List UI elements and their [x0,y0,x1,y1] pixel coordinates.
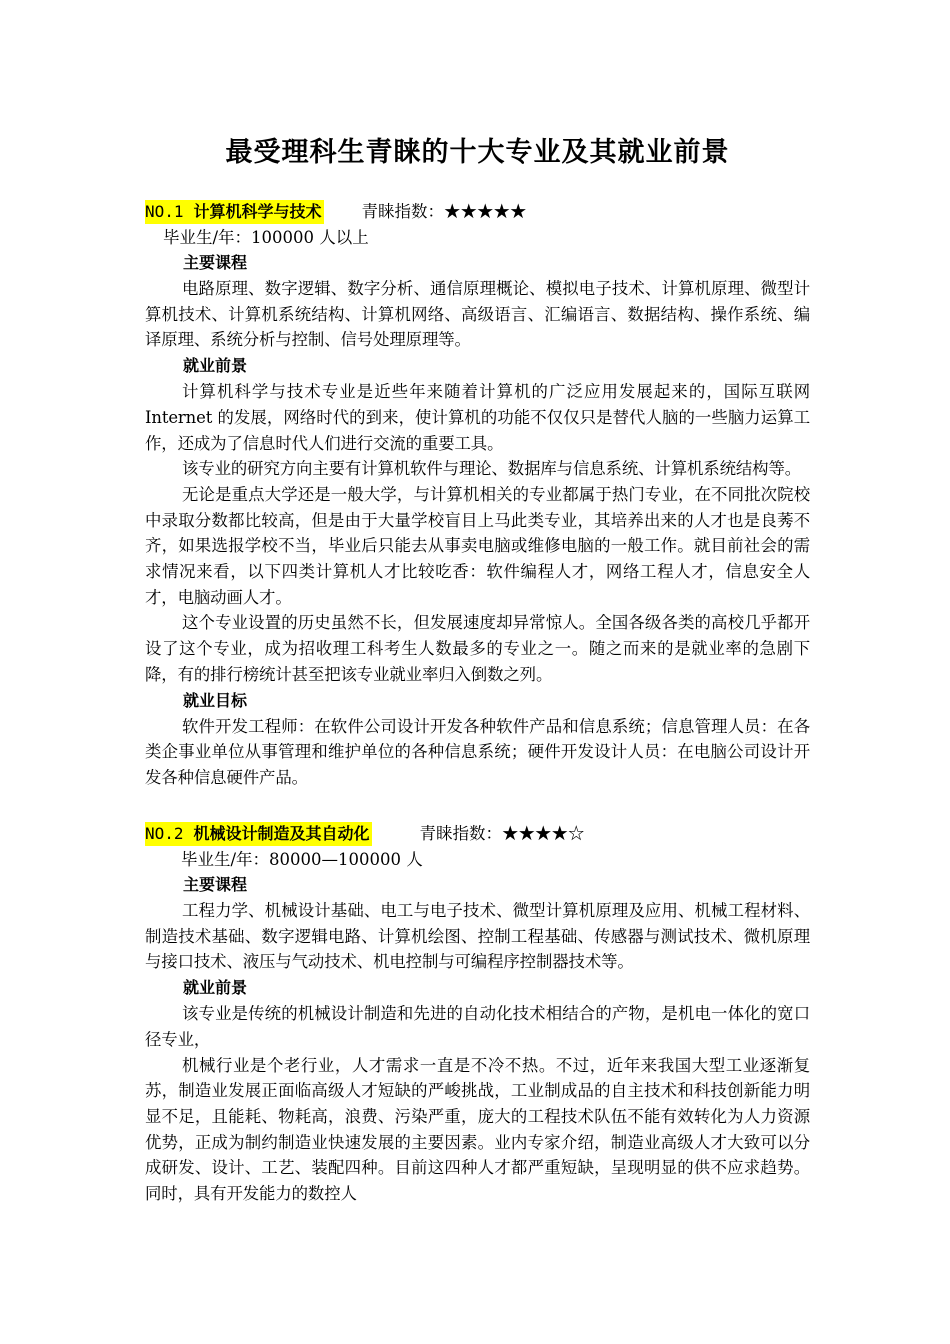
highlighted-heading [145,822,372,846]
rating-label: 青睐指数： [419,824,503,843]
rating [362,198,527,226]
graduates-per-year: 毕业生/年：100000 人以上 [163,228,369,247]
prospects-paragraph: 计算机科学与技术专业是近些年来随着计算机的广泛应用发展起来的，国际互联网 Internet 的发展，网络时代的到来，使计算机的功能不仅仅只是替代人脑的一些脑力运算工作，还成为了信息时代人们进行交流的重要工具。 [145,382,810,453]
prospects-paragraph: 机械行业是个老行业，人才需求一直是不冷不热。不过，近年来我国大型工业逐渐复苏，制造业发展正面临高级人才短缺的严峻挑战，工业制成品的自主技术和科技创新能力明显不足，且能耗、物耗高，浪费、污染严重，庞大的工程技术队伍不能有效转化为人力资源优势，正成为制约制造业快速发展的主要因素。业内专家介绍，制造业高级人才大致可以分成研发、设计、工艺、装配四种。目前这四种人才都严重短缺，呈现明显的供不应求趋势。同时，具有开发能力的数控人 [145,1055,810,1204]
major-name: 计算机科学与技术 [193,202,322,221]
prospects-heading: 就业前景 [183,356,248,376]
courses-paragraph: 电路原理、数字逻辑、数字分析、通信原理概论、模拟电子技术、计算机原理、微型计算机技术、计算机系统结构、计算机网络、高级语言、汇编语言、数据结构、操作系统、编译原理、系统分析与控制、信号处理原理等。 [145,279,810,350]
rank-number: NO.2 [145,824,184,843]
section-headline [145,820,810,848]
prospects-paragraph: 这个专业设置的历史虽然不长，但发展速度却异常惊人。全国各级各类的高校几乎都开设了这个专业，成为招收理工科考生人数最多的专业之一。随之而来的是就业率的急剧下降，有的排行榜统计甚至把该专业就业率归入倒数之列。 [145,613,810,684]
section-headline [145,198,810,226]
rank-number: NO.1 [145,202,184,221]
major-section-2 [145,820,810,1207]
rating-label: 青睐指数： [361,202,445,221]
rating [420,820,585,848]
courses-heading: 主要课程 [183,875,248,894]
rating-stars: ★★★★★ [444,202,527,221]
prospects-paragraph: 该专业是传统的机械设计制造和先进的自动化技术相结合的产物，是机电一体化的宽口径专业， [145,1004,810,1049]
major-section-1 [145,198,810,791]
courses-paragraph: 工程力学、机械设计基础、电工与电子技术、微型计算机原理及应用、机械工程材料、制造技术基础、数字逻辑电路、计算机绘图、控制工程基础、传感器与测试技术、微机原理与接口技术、液压与气动技术、机电控制与可编程序控制器技术等。 [145,901,810,972]
prospects-paragraph: 无论是重点大学还是一般大学，与计算机相关的专业都属于热门专业，在不同批次院校中录取分数都比较高，但是由于大量学校盲目上马此类专业，其培养出来的人才也是良莠不齐，如果选报学校不当，毕业后只能去从事卖电脑或维修电脑的一般工作。就目前社会的需求情况来看，以下四类计算机人才比较吃香：软件编程人才，网络工程人才，信息安全人才，电脑动画人才。 [145,484,810,607]
highlighted-heading [145,200,324,224]
major-name: 机械设计制造及其自动化 [193,824,370,843]
prospects-heading: 就业前景 [183,978,248,998]
rating-stars: ★★★★☆ [502,824,585,843]
courses-heading: 主要课程 [183,253,248,272]
goals-paragraph: 软件开发工程师：在软件公司设计开发各种软件产品和信息系统；信息管理人员：在各类企事业单位从事管理和维护单位的各种信息系统；硬件开发设计人员：在电脑公司设计开发各种信息硬件产品。 [145,716,810,787]
graduates-per-year: 毕业生/年：80000—100000 人 [181,850,423,869]
page-title: 最受理科生青睐的十大专业及其就业前景 [225,137,730,168]
goals-heading: 就业目标 [183,690,248,710]
prospects-paragraph: 该专业的研究方向主要有计算机软件与理论、数据库与信息系统、计算机系统结构等。 [182,459,802,479]
